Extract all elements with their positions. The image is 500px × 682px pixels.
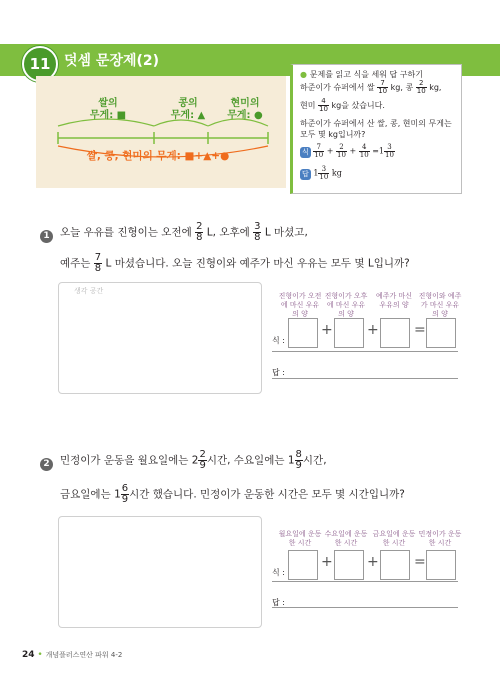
concept-diagram bbox=[36, 76, 286, 188]
p1-box-3[interactable] bbox=[380, 318, 410, 348]
p2-box-1[interactable] bbox=[288, 550, 318, 580]
p2-label-2: 수요일에 운동한 시간 bbox=[324, 530, 368, 547]
p1-sik-underline bbox=[272, 351, 458, 352]
book-title: 개념플러스연산 파워 4-2 bbox=[45, 651, 123, 659]
problem-2-work-area[interactable] bbox=[58, 516, 262, 628]
sik-tag: 식 bbox=[302, 147, 309, 156]
p2-plus-2: + bbox=[367, 554, 379, 570]
p2-label-1: 월요일에 운동한 시간 bbox=[278, 530, 322, 547]
problem-1-work-area[interactable] bbox=[58, 282, 262, 394]
problem-1-work-label: 생각 공간 bbox=[74, 287, 104, 295]
p1-box-2[interactable] bbox=[334, 318, 364, 348]
problem-1-line-2: 예주는 $\frac{7}{8}$ L 마셨습니다. 오늘 진형이와 예주가 마신 우유는 모두 몇 L입니까? bbox=[60, 252, 410, 274]
example-line-3: 하준이가 슈퍼에서 산 쌀, 콩, 현미의 무게는 bbox=[300, 119, 452, 128]
p1-plus-2: + bbox=[367, 322, 379, 338]
p2-box-3[interactable] bbox=[380, 550, 410, 580]
example-line-2: 현미 $\frac{4}{10}$ kg을 샀습니다. bbox=[300, 97, 385, 113]
p2-sik-label: 식 : bbox=[272, 568, 285, 577]
p2-answer-line[interactable] bbox=[272, 607, 458, 608]
p2-box-4[interactable] bbox=[426, 550, 456, 580]
p1-answer-line[interactable] bbox=[272, 378, 458, 379]
page-footer: 24 • 개념플러스연산 파워 4-2 bbox=[22, 650, 123, 660]
total-weight-label: 쌀, 콩, 현미의 무게: ■+▲+● bbox=[86, 150, 230, 162]
p1-label-1: 진형이가 오전에 마신 우유의 양 bbox=[278, 292, 322, 318]
brown-rice-label: 현미의 무게: ● bbox=[227, 98, 263, 121]
lesson-title: 덧셈 문장제(2) bbox=[64, 53, 160, 69]
problem-2-line-1: 민정이가 운동을 월요일에는 2 $\frac{2}{9}$ 시간, 수요일에는 1 $\frac{8}{9}$ 시간, bbox=[60, 449, 327, 471]
dap-tag: 답 bbox=[302, 169, 309, 178]
p2-label-3: 금요일에 운동한 시간 bbox=[372, 530, 416, 547]
example-heading: ● 문제를 읽고 식을 세워 답 구하기 bbox=[300, 70, 423, 79]
p2-label-4: 민정이가 운동한 시간 bbox=[418, 530, 462, 547]
p2-equals: = bbox=[414, 554, 426, 570]
problem-2-number: 2 bbox=[40, 458, 53, 471]
example-line-4: 모두 몇 kg입니까? bbox=[300, 130, 366, 139]
rice-label: 쌀의 무게: ■ bbox=[89, 98, 127, 121]
problem-1-line-1: 오늘 우유를 진형이는 오전에 $\frac{2}{8}$ L, 오후에 $\frac{3}{8}$ L 마셨고, bbox=[60, 221, 308, 243]
p1-equals: = bbox=[414, 322, 426, 338]
p2-sik-underline bbox=[272, 581, 458, 582]
p1-box-1[interactable] bbox=[288, 318, 318, 348]
example-line-1: 하준이가 슈퍼에서 쌀 $\frac{7}{10}$ kg, 콩 $\frac{2}{10}$ kg, bbox=[300, 79, 442, 95]
page-number: 24 bbox=[22, 650, 35, 660]
bean-label: 콩의 무게: ▲ bbox=[170, 98, 206, 121]
lesson-number-badge: 11 bbox=[22, 46, 58, 82]
p1-plus-1: + bbox=[321, 322, 333, 338]
p1-dap-label: 답 : bbox=[272, 368, 285, 377]
p1-label-3: 예주가 마신 우유의 양 bbox=[375, 292, 413, 309]
problem-1-number: 1 bbox=[40, 230, 53, 243]
example-expression: 식 $\frac{7}{10}$ + $\frac{2}{10}$ + $\frac{4}{10}$ =1 $\frac{3}{10}$ bbox=[302, 143, 394, 159]
p2-plus-1: + bbox=[321, 554, 333, 570]
p1-label-4: 진형이와 예주가 마신 우유의 양 bbox=[418, 292, 462, 318]
example-answer: 답 1 $\frac{3}{10}$ kg bbox=[302, 165, 342, 181]
problem-2-line-2: 금요일에는 1 $\frac{6}{9}$ 시간 했습니다. 민정이가 운동한 시간은 모두 몇 시간입니까? bbox=[60, 483, 405, 505]
p1-label-2: 진형이가 오후에 마신 우유의 양 bbox=[324, 292, 368, 318]
p1-box-4[interactable] bbox=[426, 318, 456, 348]
p1-sik-label: 식 : bbox=[272, 336, 285, 345]
p2-dap-label: 답 : bbox=[272, 598, 285, 607]
p2-box-2[interactable] bbox=[334, 550, 364, 580]
